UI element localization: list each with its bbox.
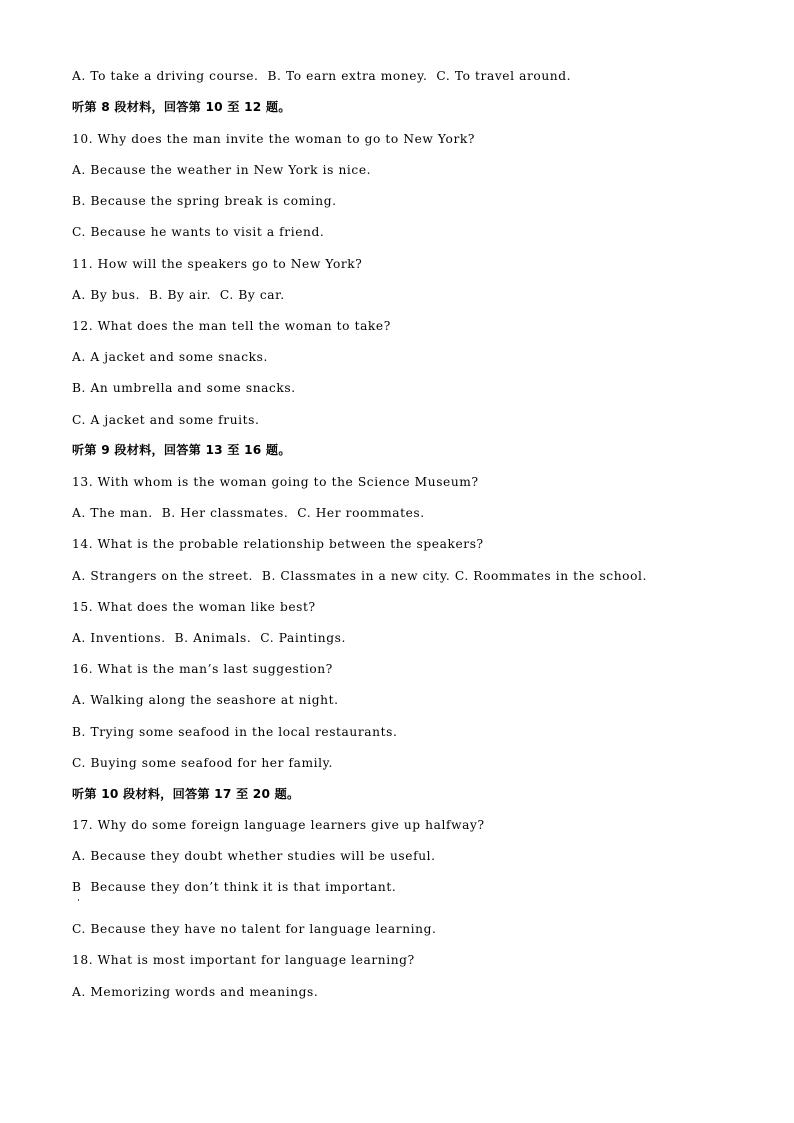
question-12-option-b: B. An umbrella and some snacks. [72,381,296,395]
question-17-option-b: B Because they don’t think it is that important. [72,880,397,894]
question-11: 11. How will the speakers go to New York? [72,257,363,271]
question-18: 18. What is most important for language learning? [72,953,415,967]
question-16-option-b: B. Trying some seafood in the local restaurants. [72,725,398,739]
question-17-option-c: C. Because they have no talent for language learning. [72,922,437,936]
question-14: 14. What is the probable relationship between the speakers? [72,537,484,551]
question-10-option-a: A. Because the weather in New York is nice. [72,163,372,177]
question-11-options: A. By bus. B. By air. C. By car. [72,288,285,302]
question-17: 17. Why do some foreign language learners give up halfway? [72,818,485,832]
section-8-heading: 听第 8 段材料，回答第 10 至 12 题。 [72,100,291,114]
question-16-option-a: A. Walking along the seashore at night. [72,693,339,707]
question-15: 15. What does the woman like best? [72,600,316,614]
question-13-options: A. The man. B. Her classmates. C. Her roommates. [72,506,425,520]
question-10: 10. Why does the man invite the woman to go to New York? [72,132,475,146]
question-10-option-b: B. Because the spring break is coming. [72,194,337,208]
question-17-option-a: A. Because they doubt whether studies will be useful. [72,849,436,863]
question-12-option-a: A. A jacket and some snacks. [72,350,269,364]
question-9-options: A. To take a driving course. B. To earn extra money. C. To travel around. [72,69,572,83]
question-12-option-c: C. A jacket and some fruits. [72,413,260,427]
question-18-option-a: A. Memorizing words and meanings. [72,985,319,999]
question-13: 13. With whom is the woman going to the Science Museum? [72,475,479,489]
question-10-option-c: C. Because he wants to visit a friend. [72,225,325,239]
section-10-heading: 听第 10 段材料，回答第 17 至 20 题。 [72,787,300,801]
question-14-options: A. Strangers on the street. B. Classmates in a new city. C. Roommates in the school. [72,569,647,583]
question-16-option-c: C. Buying some seafood for her family. [72,756,333,770]
section-9-heading: 听第 9 段材料，回答第 13 至 16 题。 [72,443,291,457]
question-15-options: A. Inventions. B. Animals. C. Paintings. [72,631,346,645]
question-12: 12. What does the man tell the woman to take? [72,319,391,333]
question-16: 16. What is the man’s last suggestion? [72,662,333,676]
stray-mark [78,899,79,901]
